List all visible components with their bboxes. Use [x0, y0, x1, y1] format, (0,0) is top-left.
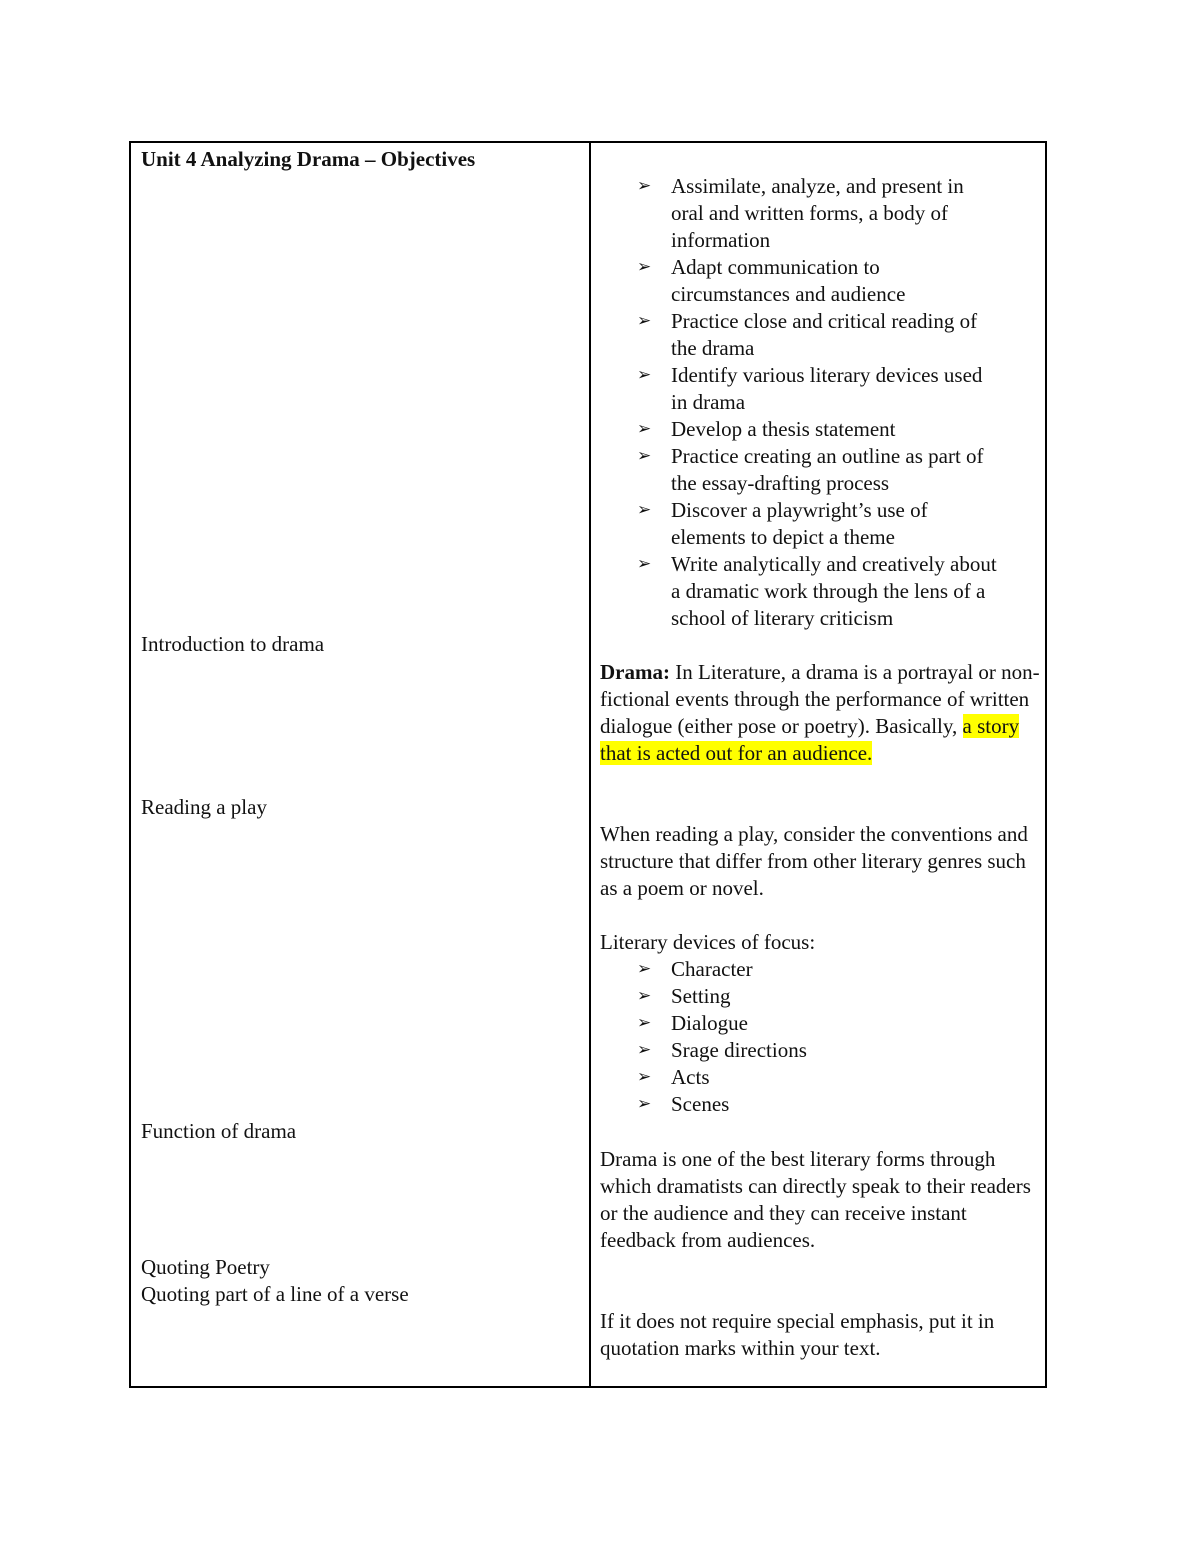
literary-device-item: [637, 983, 807, 1010]
objective-line: circumstances and audience: [671, 282, 906, 306]
intro-to-drama-label: Introduction to drama: [141, 632, 325, 656]
objective-item: [637, 308, 997, 362]
literary-device-label: Srage directions: [671, 1038, 807, 1062]
quoting-part-label: Quoting part of a line of a verse: [141, 1282, 409, 1306]
objective-line: the essay-drafting process: [671, 471, 890, 495]
objective-item: [637, 173, 997, 254]
function-of-drama-label: Function of drama: [141, 1119, 297, 1143]
objective-line: elements to depict a theme: [671, 525, 895, 549]
literary-devices-heading: Literary devices of focus:: [600, 930, 816, 954]
arrowhead-bullet-icon: ➢: [637, 959, 652, 979]
literary-device-item: [637, 1091, 807, 1118]
literary-device-item: [637, 1037, 807, 1064]
objective-item: [637, 497, 997, 551]
arrowhead-bullet-icon: ➢: [637, 1067, 652, 1087]
objective-line: oral and written forms, a body of: [671, 201, 949, 225]
arrowhead-bullet-icon: ➢: [637, 365, 652, 385]
literary-device-label: Dialogue: [671, 1011, 748, 1035]
objective-line: information: [671, 228, 771, 252]
arrowhead-bullet-icon: ➢: [637, 986, 652, 1006]
objective-item: [637, 254, 997, 308]
objectives-table: [129, 141, 1047, 1388]
arrowhead-bullet-icon: ➢: [637, 446, 652, 466]
objective-line: Discover a playwright’s use of: [671, 498, 928, 522]
objective-line: Practice close and critical reading of: [671, 309, 978, 333]
reading-a-play-text: When reading a play, consider the conventions and structure that differ from other literary genres such as a poem or novel.: [600, 822, 1028, 900]
objective-line: Practice creating an outline as part of: [671, 444, 984, 468]
drama-term: Drama:: [600, 660, 670, 684]
arrowhead-bullet-icon: ➢: [637, 554, 652, 574]
objective-line: Write analytically and creatively about: [671, 552, 997, 576]
quoting-text: If it does not require special emphasis, put it in quotation marks within your text.: [600, 1309, 995, 1360]
arrowhead-bullet-icon: ➢: [637, 311, 652, 331]
column-divider: [589, 143, 591, 1386]
objective-line: Assimilate, analyze, and present in: [671, 174, 964, 198]
literary-device-item: [637, 1064, 807, 1091]
arrowhead-bullet-icon: ➢: [637, 257, 652, 277]
objective-line: Adapt communication to: [671, 255, 880, 279]
drama-definition: [600, 659, 1040, 767]
arrowhead-bullet-icon: ➢: [637, 1040, 652, 1060]
literary-device-item: [637, 956, 807, 983]
quoting-poetry-label: Quoting Poetry: [141, 1255, 270, 1279]
objective-item: [637, 443, 997, 497]
objective-line: in drama: [671, 390, 746, 414]
arrowhead-bullet-icon: ➢: [637, 176, 652, 196]
literary-device-label: Acts: [671, 1065, 710, 1089]
objective-line: Develop a thesis statement: [671, 417, 896, 441]
objectives-list: [637, 173, 997, 632]
objective-line: the drama: [671, 336, 755, 360]
objective-item: [637, 362, 997, 416]
arrowhead-bullet-icon: ➢: [637, 1094, 652, 1114]
objective-line: school of literary criticism: [671, 606, 894, 630]
literary-device-item: [637, 1010, 807, 1037]
literary-device-label: Scenes: [671, 1092, 730, 1116]
literary-device-label: Character: [671, 957, 753, 981]
literary-device-label: Setting: [671, 984, 731, 1008]
objective-item: [637, 551, 997, 632]
function-of-drama-text: Drama is one of the best literary forms through which dramatists can directly speak to their readers or the audience and they can receive instant feedback from audiences.: [600, 1147, 1031, 1252]
literary-devices-list: [637, 956, 807, 1118]
drama-definition-text: In Literature, a drama is a portrayal or non-fictional events through the performance of written dialogue (either pose or poetry). Basically,: [600, 660, 1040, 738]
arrowhead-bullet-icon: ➢: [637, 1013, 652, 1033]
reading-a-play-label: Reading a play: [141, 795, 267, 819]
arrowhead-bullet-icon: ➢: [637, 500, 652, 520]
objective-item: [637, 416, 997, 443]
unit-title: Unit 4 Analyzing Drama – Objectives: [141, 147, 476, 171]
objective-line: Identify various literary devices used: [671, 363, 983, 387]
arrowhead-bullet-icon: ➢: [637, 419, 652, 439]
highlighted-text: a story that is acted out for an audience.: [600, 714, 1020, 765]
objective-line: a dramatic work through the lens of a: [671, 579, 986, 603]
